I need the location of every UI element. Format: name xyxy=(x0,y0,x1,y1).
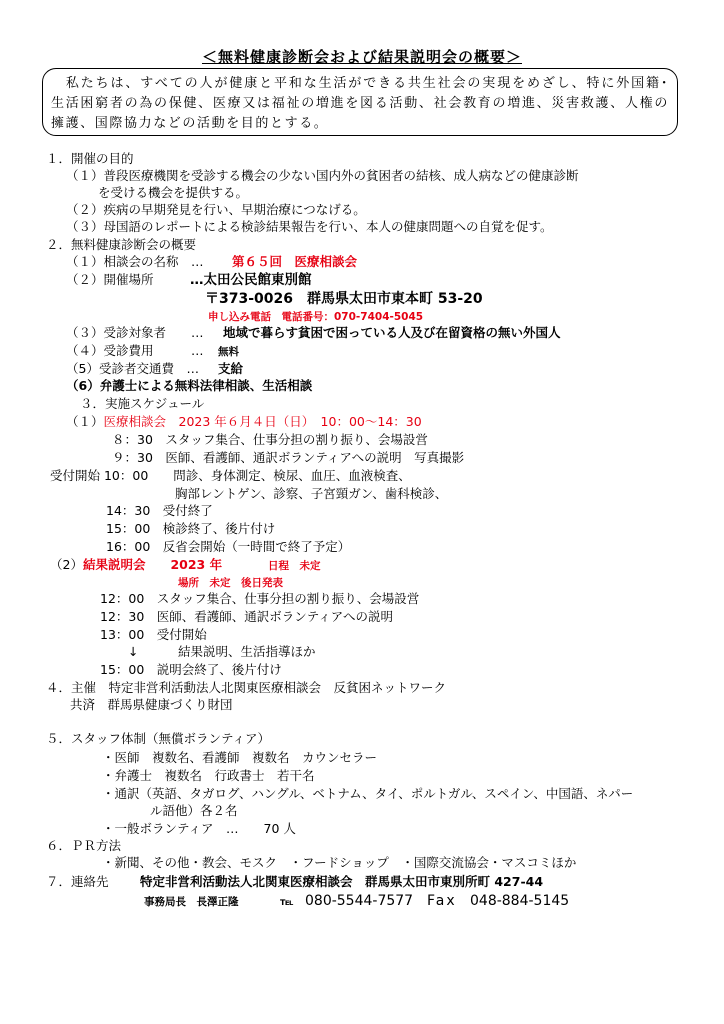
transport-value: 支給 xyxy=(218,361,244,376)
section-6-heading: ６．ＰＲ方法 xyxy=(46,838,122,853)
schedule-1-row-1: ８：30 スタッフ集合、仕事分担の割り振り、会場設営 xyxy=(112,432,428,447)
venue-address: 〒373-0026 群馬県太田市東本町 53-20 xyxy=(205,291,483,307)
schedule-heading: ３．実施スケジュール xyxy=(80,396,205,411)
schedule-1-row-5: 14：30 受付終了 xyxy=(106,503,213,518)
schedule-2-row-2: 12：30 医師、看護師、通訳ボランティアへの説明 xyxy=(100,609,394,624)
event-name-label: （１）相談会の名称 … xyxy=(66,254,204,269)
target-label: （３）受診対象者 … xyxy=(66,325,204,340)
venue-label: （２）開催場所 xyxy=(66,272,154,287)
schedule-1-label xyxy=(66,414,422,430)
schedule-2-place-note: 場所 未定 後日発表 xyxy=(178,577,283,589)
schedule-2-row-4: 結果説明、生活指導ほか xyxy=(178,644,316,659)
section-1-item-2: （２）疾病の早期発見を行い、早期治療につなげる。 xyxy=(66,202,366,217)
fee-value: 無料 xyxy=(218,346,239,358)
schedule-2-title: 結果説明会 2023 年 xyxy=(82,557,223,572)
schedule-1-row-2: ９：30 医師、看護師、通訳ボランティアへの説明 写真撮影 xyxy=(112,450,465,465)
section-2-heading: ２．無料健康診断会の概要 xyxy=(46,237,197,252)
schedule-1-row-4: 胸部レントゲン、診察、子宮頸ガン、歯科検診、 xyxy=(175,486,448,501)
section-1-heading: １．開催の目的 xyxy=(46,151,134,166)
schedule-2-date-note: 日程 未定 xyxy=(268,560,321,572)
contact-director: 事務局長 長澤正隆 xyxy=(144,896,239,908)
target-value: 地域で暮らす貧困で困っている人及び在留資格の無い外国人 xyxy=(223,325,561,340)
schedule-1-row-7: 16：00 反省会開始（一時間で終了予定） xyxy=(106,539,351,554)
intro-box xyxy=(42,68,678,136)
co-organizer: 共済 群馬県健康づくり財団 xyxy=(70,697,233,712)
schedule-2-label xyxy=(50,557,222,573)
schedule-2-row-3: 13：00 受付開始 xyxy=(100,627,207,642)
venue-name: …太田公民館東別館 xyxy=(190,272,312,288)
section-1-item-3: （３）母国語のレポートによる検診結果報告を行い、本人の健康問題への自覚を促す。 xyxy=(66,219,553,234)
contact-phone: 080-5544-7577 xyxy=(305,893,414,909)
venue-phone: 申し込み電話 電話番号：070-7404-5045 xyxy=(208,311,424,323)
fax-label: Fax xyxy=(427,893,457,909)
staff-interpreters-cont: ル語他）各２名 xyxy=(150,803,238,818)
schedule-1-row-3: 受付開始 10：00 問診、身体測定、検尿、血圧、血液検査、 xyxy=(50,468,411,483)
staff-volunteers: ・一般ボランティア … 70 人 xyxy=(102,821,296,836)
staff-lawyers: ・弁護士 複数名 行政書士 若干名 xyxy=(102,768,315,783)
intro-text: 私たちは、すべての人が健康と平和な生活ができる共生社会の実現をめざし、特に外国籍･生活困窮者の為の保健、医療又は福祉の増進を図る活動、社会教育の増進、災害救護、人権の擁護、国際協力などの活動を目的とする。 xyxy=(51,76,669,131)
event-name-value: 第６５回 医療相談会 xyxy=(232,254,358,269)
section-5-heading: ５．スタッフ体制（無償ボランティア） xyxy=(46,731,271,746)
schedule-1-title: 医療相談会 2023 年６月４日（日） 10：00～14：30 xyxy=(103,414,422,429)
pr-methods: ・新聞、その他・教会、モスク ・フードショップ ・国際交流協会・マスコミほか xyxy=(102,855,577,870)
section-1-item-1: （１）普段医療機関を受診する機会の少ない国内外の貧困者の結核、成人病などの健康診断 xyxy=(66,168,579,183)
schedule-1-prefix: （１） xyxy=(66,414,104,429)
contact-org: 特定非営利活動法人北関東医療相談会 群馬県太田市東別所町 427‐44 xyxy=(140,874,544,889)
section-1-item-1-cont: を受ける機会を提供する。 xyxy=(98,185,249,200)
page-title: ＜無料健康診断会および結果説明会の概要＞ xyxy=(201,48,522,66)
schedule-2-prefix: （2） xyxy=(50,557,83,572)
contact-fax: 048-884-5145 xyxy=(470,893,570,909)
transport-label: （5）受診者交通費 … xyxy=(66,361,199,376)
phone-icon: ℡ xyxy=(280,896,294,908)
fee-label: （４）受診費用 … xyxy=(66,343,204,358)
schedule-1-row-6: 15：00 検診終了、後片付け xyxy=(106,521,276,536)
schedule-2-row-1: 12：00 スタッフ集合、仕事分担の割り振り、会場設営 xyxy=(100,591,420,606)
schedule-2-row-5: 15：00 説明会終了、後片付け xyxy=(100,662,282,677)
staff-doctors: ・医師 複数名、看護師 複数名 カウンセラー xyxy=(102,750,378,765)
contact-label: ７．連絡先 xyxy=(46,874,109,889)
legal-consultation: （6）弁護士による無料法律相談、生活相談 xyxy=(66,378,313,393)
down-arrow-icon: ↓ xyxy=(128,644,139,659)
staff-interpreters: ・通訳（英語、タガログ、ハングル、ベトナム、タイ、ポルトガル、スペイン、中国語、ネパー xyxy=(102,786,634,801)
organizer: ４．主催 特定非営利活動法人北関東医療相談会 反貧困ネットワーク xyxy=(46,680,447,695)
